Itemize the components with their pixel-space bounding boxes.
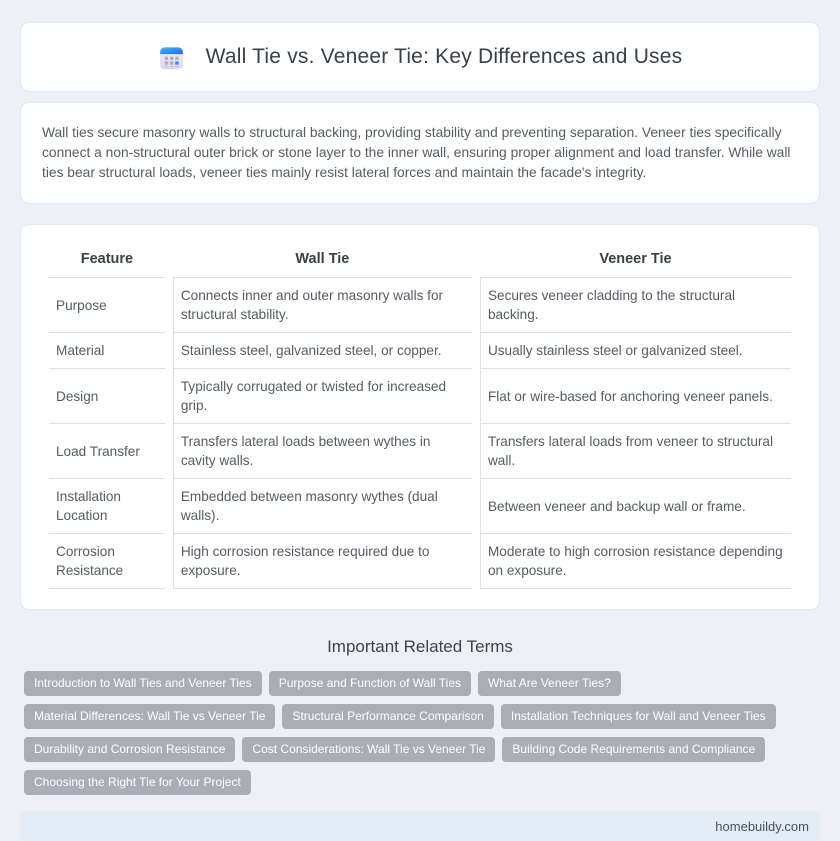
table-row — [49, 424, 791, 479]
term-tag[interactable]: Choosing the Right Tie for Your Project — [24, 770, 251, 795]
cell-wall-tie: Typically corrugated or twisted for increased grip. — [173, 369, 472, 424]
page-title: Wall Tie vs. Veneer Tie: Key Differences and Uses — [205, 45, 683, 68]
term-tag[interactable]: Introduction to Wall Ties and Veneer Ties — [24, 671, 262, 696]
cell-wall-tie: Transfers lateral loads between wythes in cavity walls. — [173, 424, 472, 479]
comparison-table — [41, 245, 799, 589]
term-tag[interactable]: What Are Veneer Ties? — [478, 671, 621, 696]
intro-text: Wall ties secure masonry walls to structural backing, providing stability and preventing separation. Veneer ties specifically connect a non-structural outer brick or stone layer to the inner wall, ensuring proper alignment and load transfer. While wall ties bear structural loads, veneer ties mainly resist lateral forces and maintain the facade's integrity. — [42, 125, 791, 180]
cell-veneer-tie: Between veneer and backup wall or frame. — [480, 479, 791, 534]
header-card — [20, 22, 820, 92]
cell-feature: Corrosion Resistance — [49, 534, 165, 589]
cell-feature: Purpose — [49, 278, 165, 333]
cell-veneer-tie: Moderate to high corrosion resistance depending on exposure. — [480, 534, 791, 589]
term-tag[interactable]: Installation Techniques for Wall and Veneer Ties — [501, 704, 776, 729]
table-row — [49, 333, 791, 369]
cell-veneer-tie: Usually stainless steel or galvanized steel. — [480, 333, 791, 369]
table-row — [49, 534, 791, 589]
term-tag[interactable]: Cost Considerations: Wall Tie vs Veneer Tie — [242, 737, 495, 762]
table-header-veneer-tie: Veneer Tie — [480, 245, 791, 278]
calendar-icon — [158, 44, 185, 71]
table-header-wall-tie: Wall Tie — [173, 245, 472, 278]
term-tag[interactable]: Building Code Requirements and Compliance — [502, 737, 765, 762]
term-tag[interactable]: Durability and Corrosion Resistance — [24, 737, 235, 762]
intro-card — [20, 102, 820, 204]
table-row — [49, 479, 791, 534]
cell-veneer-tie: Transfers lateral loads from veneer to structural wall. — [480, 424, 791, 479]
cell-feature: Installation Location — [49, 479, 165, 534]
cell-wall-tie: Stainless steel, galvanized steel, or copper. — [173, 333, 472, 369]
related-terms-heading: Important Related Terms — [327, 637, 513, 656]
cell-feature: Design — [49, 369, 165, 424]
cell-wall-tie: Connects inner and outer masonry walls for structural stability. — [173, 278, 472, 333]
cell-feature: Material — [49, 333, 165, 369]
cell-wall-tie: Embedded between masonry wythes (dual walls). — [173, 479, 472, 534]
table-row — [49, 369, 791, 424]
footer-bar — [20, 811, 820, 841]
table-header-row — [49, 245, 791, 278]
cell-feature: Load Transfer — [49, 424, 165, 479]
site-name: homebuildy.com — [715, 818, 809, 834]
table-row — [49, 278, 791, 333]
term-tag[interactable]: Material Differences: Wall Tie vs Veneer Tie — [24, 704, 275, 729]
cell-veneer-tie: Secures veneer cladding to the structural backing. — [480, 278, 791, 333]
cell-veneer-tie: Flat or wire-based for anchoring veneer panels. — [480, 369, 791, 424]
comparison-table-card — [20, 224, 820, 610]
related-terms-tags — [20, 671, 820, 795]
term-tag[interactable]: Purpose and Function of Wall Ties — [269, 671, 471, 696]
term-tag[interactable]: Structural Performance Comparison — [282, 704, 493, 729]
cell-wall-tie: High corrosion resistance required due to exposure. — [173, 534, 472, 589]
table-header-feature: Feature — [49, 245, 165, 278]
